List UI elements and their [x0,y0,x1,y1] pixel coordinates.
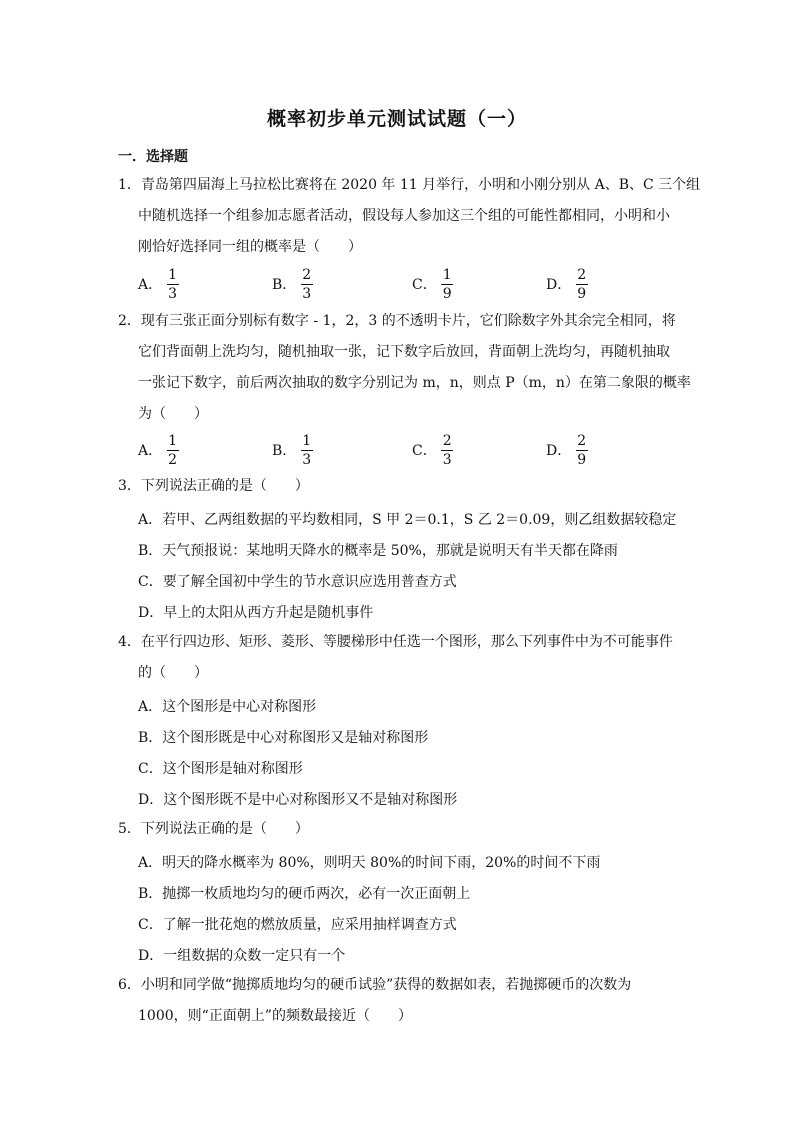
fraction [166,434,179,467]
q4-option-c: C．这个图形是轴对称图形 [138,761,303,777]
q1-choice-c [412,264,454,304]
question-5-stem: 5．下列说法正确的是（ ） [118,821,309,837]
choice-label: B． [272,277,297,293]
question-1-choices [138,264,698,304]
fraction [575,434,588,467]
question-1-line-2: 中随机选择一个组参加志愿者活动，假设每人参加这三个组的可能性都相同，小明和小 [138,208,670,224]
question-6-line-1: 6．小明和同学做“抛掷质地均匀的硬币试验”获得的数据如表，若抛掷硬币的次数为 [118,977,632,993]
question-5 [118,814,678,845]
fraction [300,268,313,301]
denominator: 3 [168,285,178,302]
question-6-line-2: 1000，则“正面朝上”的频数最接近（ ） [138,1008,412,1024]
denominator: 2 [168,451,178,468]
q2-choice-a [138,430,179,470]
q5-option-c: C．了解一批花炮的燃放质量，应采用抽样调查方式 [138,917,457,933]
denominator: 3 [302,285,312,302]
numerator: 2 [577,266,587,283]
q3-option-c: C．要了解全国初中学生的节水意识应选用普查方式 [138,574,457,590]
choice-label: A． [138,277,163,293]
choice-label: C． [412,277,437,293]
q4-option-b: B．这个图形既是中心对称图形又是轴对称图形 [138,730,429,746]
question-2-choices [138,430,698,470]
question-1-line-3: 刚恰好选择同一组的概率是（ ） [138,239,362,255]
question-2 [118,306,691,430]
fraction-bar [301,450,313,451]
q3-option-b: B．天气预报说：某地明天降水的概率是 50%，那就是说明天有半天都在降雨 [138,543,618,559]
numerator: 1 [302,432,312,449]
question-3 [118,471,678,502]
numerator: 1 [168,266,178,283]
choice-label: D． [546,277,572,293]
q4-option-d: D．这个图形既不是中心对称图形又不是轴对称图形 [138,792,458,808]
denominator: 9 [577,285,587,302]
question-4-line-1: 4．在平行四边形、矩形、菱形、等腰梯形中任选一个图形，那么下列事件中为不可能事件 [118,634,673,650]
question-2-line-1: 2．现有三张正面分别标有数字 - 1，2，3 的不透明卡片，它们除数字外其余完全相同，将 [118,313,676,329]
section-heading: 一．选择题 [118,149,188,165]
q5-option-d: D．一组数据的众数一定只有一个 [138,948,346,964]
question-6 [118,970,678,1032]
fraction [575,268,588,301]
numerator: 1 [168,432,178,449]
question-3-stem: 3．下列说法正确的是（ ） [118,478,309,494]
q2-choice-d [546,430,588,470]
fraction-bar [167,450,179,451]
q1-choice-d [546,264,588,304]
denominator: 9 [442,285,452,302]
fraction-bar [441,450,453,451]
question-4-line-2: 的（ ） [138,665,208,681]
fraction-bar [576,450,588,451]
denominator: 3 [442,451,452,468]
fraction-bar [441,284,453,285]
fraction [441,268,454,301]
choice-label: A． [138,443,163,459]
q2-choice-b [272,430,313,470]
fraction [166,268,179,301]
question-1-line-1: 1．青岛第四届海上马拉松比赛将在 2020 年 11 月举行，小明和小刚分别从 A、B、C 三个组 [118,177,701,193]
question-2-line-2: 它们背面朝上洗均匀，随机抽取一张，记下数字后放回，背面朝上洗均匀，再随机抽取 [138,344,670,360]
q3-option-d: D．早上的太阳从西方升起是随机事件 [138,605,374,621]
fraction [441,434,454,467]
question-2-line-3: 一张记下数字，前后两次抽取的数字分别记为 m，n，则点 P（m，n）在第二象限的概率 [138,375,691,391]
fraction-bar [167,284,179,285]
q3-option-a: A．若甲、乙两组数据的平均数相同，S 甲 2＝0.1，S 乙 2＝0.09，则乙组数据较稳定 [138,512,677,528]
q2-choice-c [412,430,454,470]
numerator: 2 [442,432,452,449]
choice-label: D． [546,443,572,459]
page-title: 概率初步单元测试试题（一） [266,108,527,130]
choice-label: B． [272,443,297,459]
numerator: 1 [442,266,452,283]
fraction-bar [301,284,313,285]
choice-label: C． [412,443,437,459]
denominator: 9 [577,451,587,468]
q1-choice-a [138,264,179,304]
question-1 [118,170,701,263]
q4-option-a: A．这个图形是中心对称图形 [138,699,317,715]
q5-option-b: B．抛掷一枚质地均匀的硬币两次，必有一次正面朝上 [138,886,471,902]
fraction [300,434,313,467]
q1-choice-b [272,264,313,304]
numerator: 2 [302,266,312,283]
fraction-bar [576,284,588,285]
numerator: 2 [577,432,587,449]
question-2-line-4: 为（ ） [138,406,208,422]
q5-option-a: A．明天的降水概率为 80%，则明天 80%的时间下雨，20%的时间不下雨 [138,855,601,871]
question-4 [118,627,678,689]
denominator: 3 [302,451,312,468]
